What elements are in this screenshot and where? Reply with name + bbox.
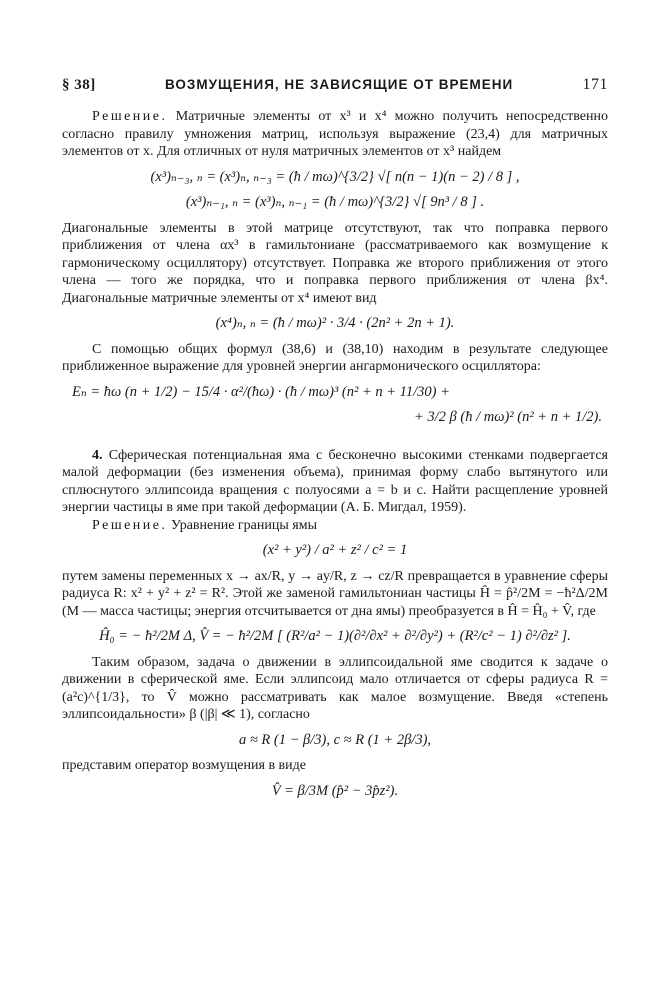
solution-text: Матричные элементы от x³ и x⁴ можно получить непосредственно согласно правилу умножения матриц, используя выражение (23,4) для матричных элементов от x. Для отличных от нуля матричных элементов от x³ найдем — [62, 109, 608, 159]
paragraph-diagonal: Диагональные элементы в этой матрице отсутствуют, так что поправка первого приближения от члена αx³ в гамильтониане (рассматриваемого как возмущение к гармоническому осциллятору) отсутствует. Поправка же второго приближения от этого члена — того же порядка, что и поправка первого приближения от члена βx⁴. Диагональные матричные элементы от x⁴ имеют вид — [62, 220, 608, 306]
problem-number: 4. — [92, 447, 103, 463]
running-header — [62, 76, 608, 94]
solution-label-2: Решение. — [92, 517, 168, 533]
paragraph-formulas: С помощью общих формул (38,6) и (38,10) находим в результате следующее приближенное выражение для уровней энергии ангармонического осциллятора: — [62, 341, 608, 374]
page-body — [62, 108, 608, 808]
solution-text-2: Уравнение границы ямы — [167, 517, 317, 533]
problem-4 — [62, 447, 608, 517]
equation-ellipsoid: (x² + y²) / a² + z² / c² = 1 — [262, 542, 408, 558]
equation-x3-n-1: (x³)ₙ₋₁, ₙ = (x³)ₙ, ₙ₋₁ = (ħ / mω)^{3/2} √[ 9n³ / 8 ] . — [185, 194, 485, 210]
page-number: 171 — [582, 76, 608, 93]
problem-text: Сферическая потенциальная яма с бесконечно высокими стенками подвергается малой деформации (без изменения объема), принимая форму слабо вытянутого или сплюснутого эллипсоида вращения с полуосями a = b и c. Найти расщепление уровней энергии частицы в яме при такой деформации (А. Б. Мигдал, 1959). — [62, 447, 608, 515]
equation-hamiltonian: Ĥ₀ = − ħ²/2M Δ, V̂ = − ħ²/2M [ (R²/a² − 1)(∂²/∂x² + ∂²/∂y²) + (R²/c² − 1) ∂²/∂z² ]. — [99, 628, 571, 644]
paragraph-reduction: Таким образом, задача о движении в эллипсоидальной яме сводится к задаче о движении в сферической яме. Если эллипсоид мало отличается от сферы радиуса R = (a²c)^{1/3}, то V̂ можно рассматривать как малое возмущение. Введя «степень эллипсоидальности» β (|β| ≪ 1), согласно — [62, 654, 608, 722]
paragraph-substitution: путем замены переменных x → ax/R, y → ay/R, z → cz/R превращается в уравнение сферы радиуса R: x² + y² + z² = R². Этой же заменой гамильтониан частицы Ĥ = p̂²/2M = −ħ²Δ/2M (M — масса частицы; энергия отсчитывается от дна ямы) преобразуется в Ĥ = Ĥ₀ + V̂, где — [62, 568, 608, 619]
equation-energy-line2: + 3/2 β (ħ / mω)² (n² + n + 1/2). — [413, 409, 602, 425]
section-ref: § 38] — [62, 77, 96, 93]
equation-perturbation: V̂ = β/3M (p̂² − 3p̂z²). — [271, 782, 399, 799]
solution-paragraph-2 — [62, 517, 608, 535]
equation-x4: (x⁴)ₙ, ₙ = (ħ / mω)² · 3/4 · (2n² + 2n + 1). — [215, 315, 455, 331]
equation-semiaxes: a ≈ R (1 − β/3), c ≈ R (1 + 2β/3), — [238, 731, 432, 748]
solution-label: Решение. — [92, 109, 168, 124]
equation-energy-line1: Eₙ = ħω (n + 1/2) − 15/4 · α²/(ħω) · (ħ / mω)³ (n² + n + 11/30) + — [72, 383, 450, 400]
running-title: ВОЗМУЩЕНИЯ, НЕ ЗАВИСЯЩИЕ ОТ ВРЕМЕНИ — [165, 77, 514, 92]
solution-paragraph-1 — [62, 108, 608, 161]
paragraph-operator: представим оператор возмущения в виде — [62, 758, 306, 773]
equation-x3-n-3: (x³)ₙ₋₃, ₙ = (x³)ₙ, ₙ₋₃ = (ħ / mω)^{3/2} √[ n(n − 1)(n − 2) / 8 ] , — [150, 168, 520, 185]
